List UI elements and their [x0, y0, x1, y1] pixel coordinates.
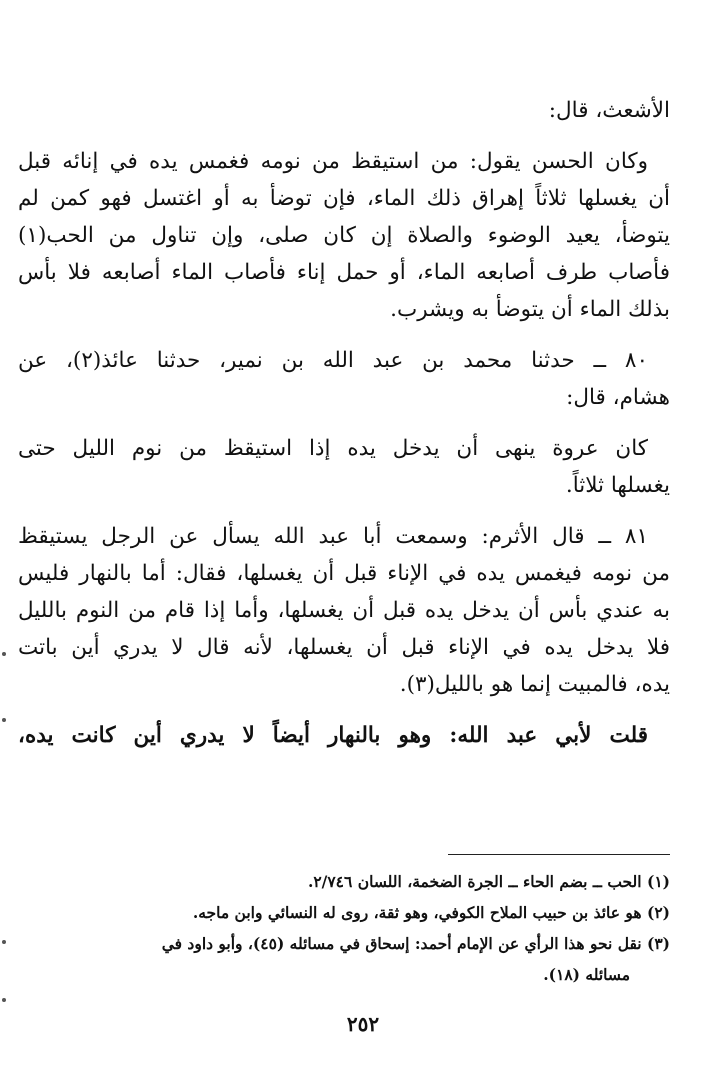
text-line: فلا يدخل يده في الإناء قبل أن يغسلها، لأنه قال لا يدري أين باتت — [18, 635, 670, 660]
footnote-2: (٢) هو عائذ بن حبيب الملاح الكوفي، وهو ثقة، روى له النسائي وابن ماجه. — [192, 903, 670, 922]
text-line: يغسلها ثلاثاً. — [565, 473, 670, 498]
paragraph-1 — [18, 92, 670, 129]
margin-mark — [2, 652, 6, 656]
hadith-80 — [18, 342, 670, 416]
footnote-1: (١) الحب ــ بضم الحاء ــ الجرة الضخمة، اللسان ٢/٧٤٦. — [307, 872, 670, 891]
text-line: ٨٠ ــ حدثنا محمد بن عبد الله بن نمير، حدثنا عائذ(٢)، عن — [18, 348, 648, 373]
margin-mark — [2, 718, 6, 722]
text-line: قلت لأبي عبد الله: وهو بالنهار أيضاً لا يدري أين كانت يده، — [18, 723, 648, 748]
text-line: يده، فالمبيت إنما هو بالليل(٣). — [399, 672, 670, 697]
book-page-body — [18, 92, 670, 768]
text-line: فأصاب طرف أصابعه الماء، أو حمل إناء فأصاب الماء أصابعه فلا بأس — [18, 260, 670, 285]
footnote-3: (٣) نقل نحو هذا الرأي عن الإمام أحمد: إسحاق في مسائله (٤٥)، وأبو داود في — [161, 934, 670, 953]
text-line: كان عروة ينهى أن يدخل يده إذا استيقظ من نوم الليل حتى — [18, 436, 648, 461]
hadith-81 — [18, 518, 670, 703]
text-line: بذلك الماء أن يتوضأ به ويشرب. — [390, 297, 670, 322]
text-line: أن يغسلها ثلاثاً إهراق ذلك الماء، فإن توضأ به أو اغتسل فهو كمن لم — [18, 186, 670, 211]
text-line: وكان الحسن يقول: من استيقظ من نومه فغمس يده في إنائه قبل — [18, 149, 648, 174]
text-line: ٨١ ــ قال الأثرم: وسمعت أبا عبد الله يسأل عن الرجل يستيقظ — [18, 524, 648, 549]
text-line: من نومه فيغمس يده في الإناء قبل أن يغسلها، فقال: أما بالنهار فليس — [18, 561, 670, 586]
text-line: الأشعث، قال: — [548, 98, 670, 123]
footnote-separator — [448, 854, 670, 855]
text-line: به عندي بأس أن يدخل يده قبل أن يغسلها، وأما إذا قام من النوم بالليل — [18, 598, 670, 623]
text-line: يتوضأ، يعيد الوضوء والصلاة إن كان صلى، وإن تناول من الحب(١) — [18, 223, 670, 248]
footnotes — [30, 866, 670, 990]
margin-mark — [2, 940, 6, 944]
page-number: ٢٥٢ — [346, 1012, 380, 1036]
paragraph-2 — [18, 143, 670, 328]
text-line: هشام، قال: — [566, 385, 670, 410]
paragraph-question — [18, 717, 670, 754]
footnote-3-continued: مسائله (١٨). — [543, 965, 630, 984]
margin-mark — [2, 998, 6, 1002]
paragraph-urwa — [18, 430, 670, 504]
